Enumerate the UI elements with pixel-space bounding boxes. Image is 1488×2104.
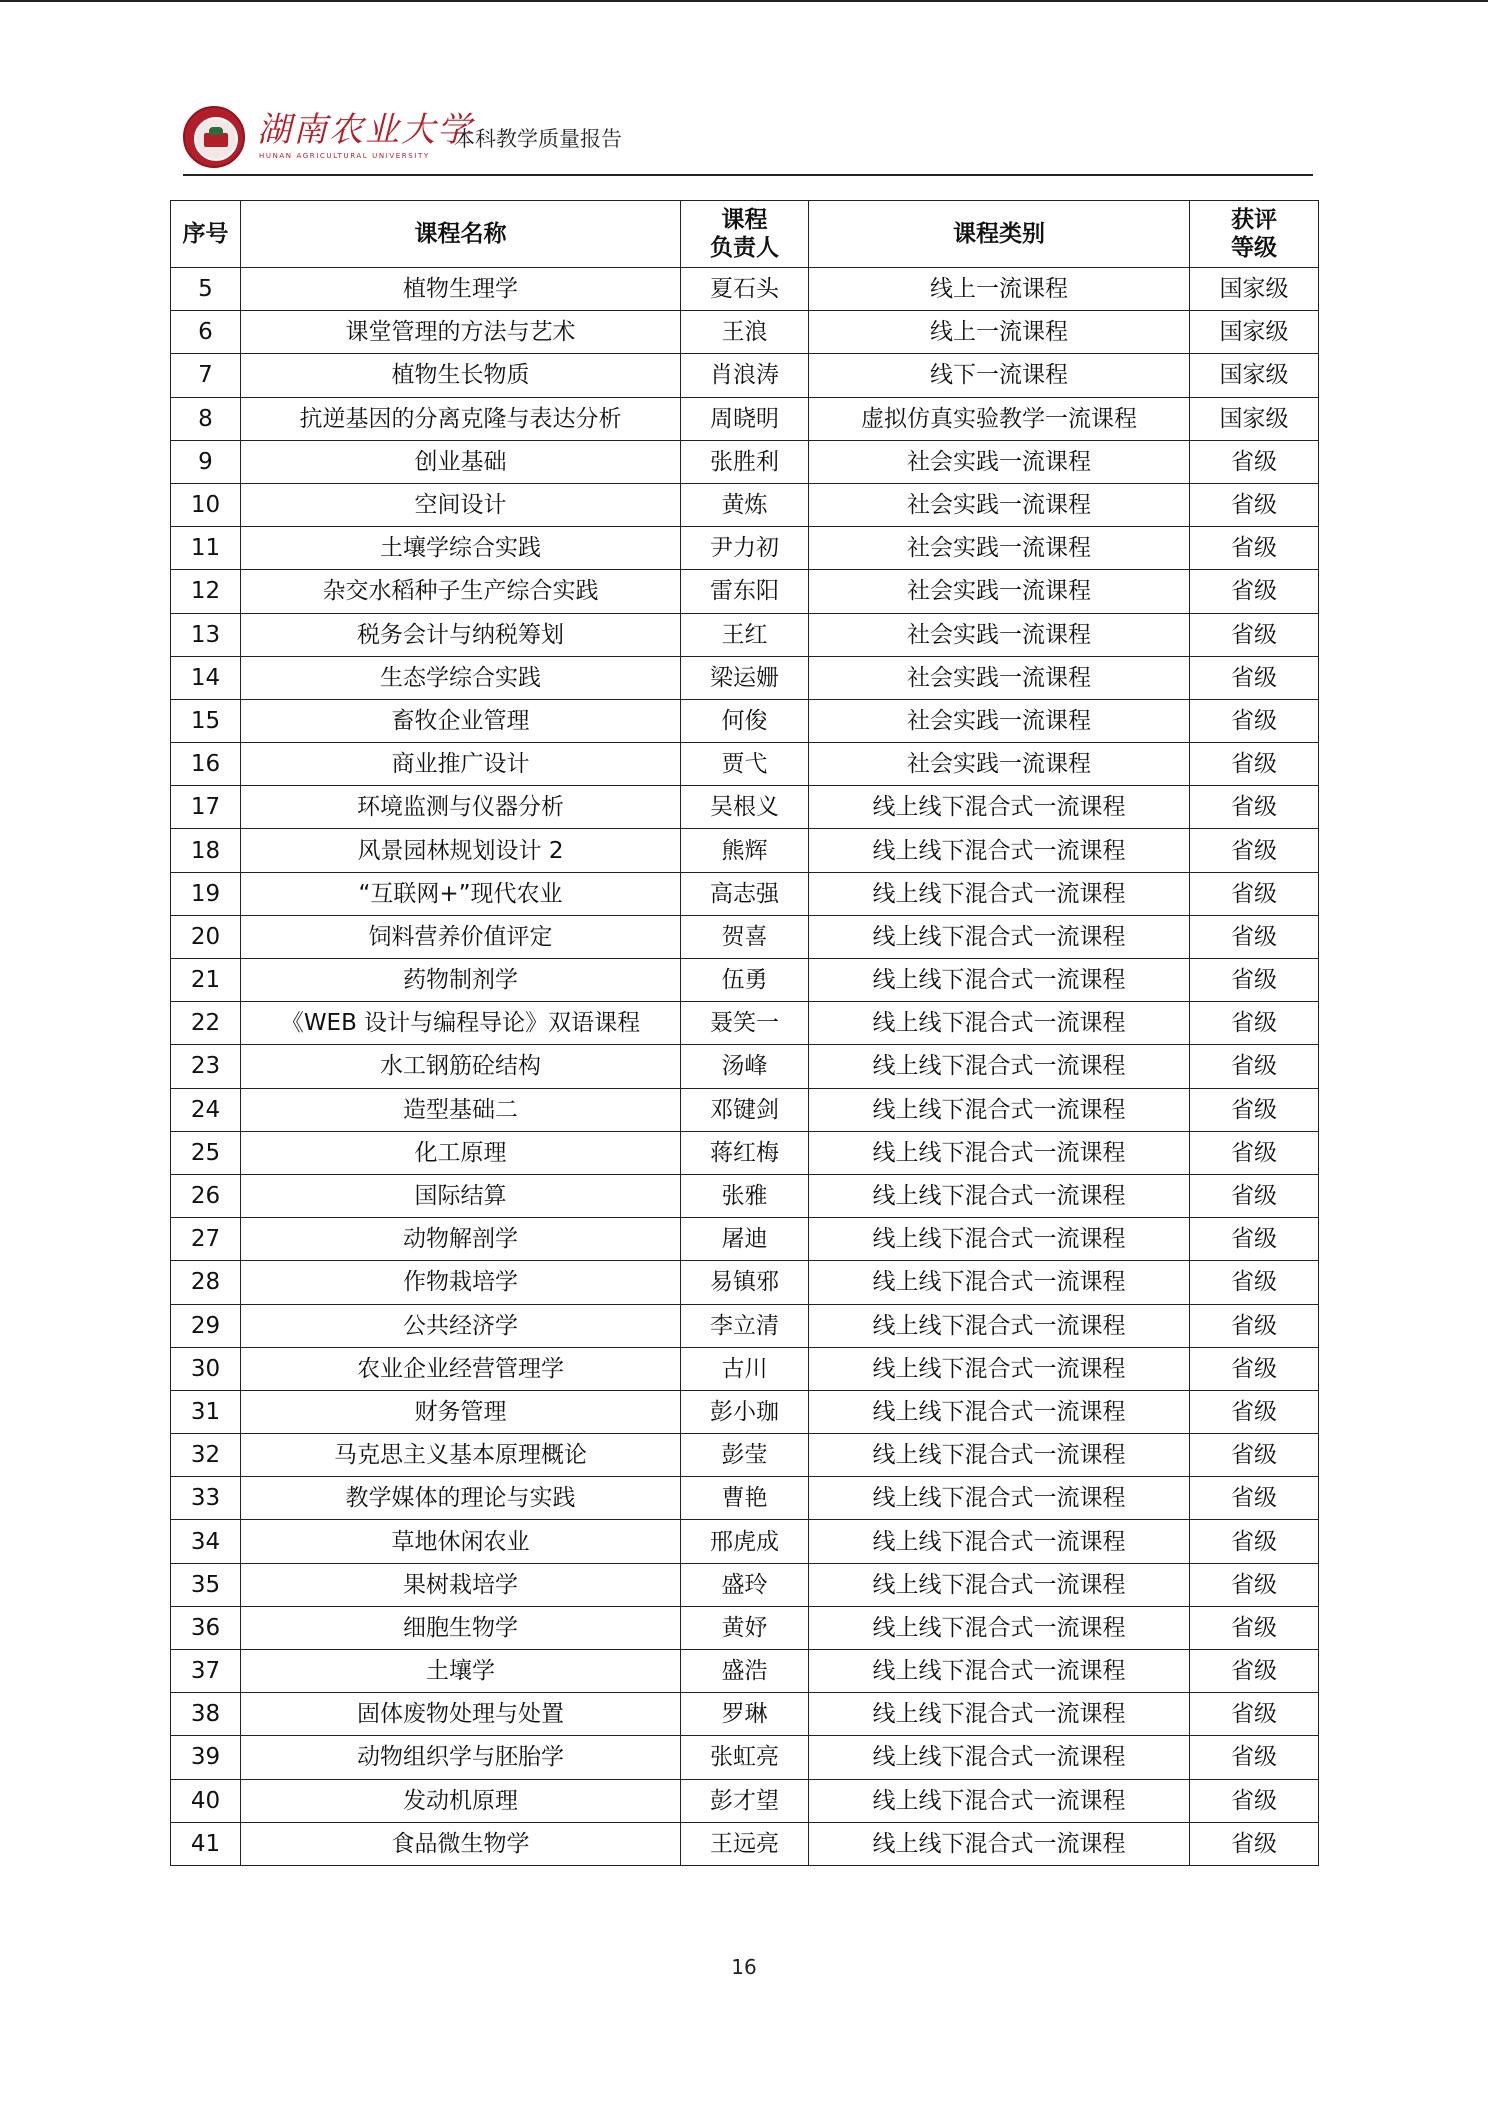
cell-lead: 盛玲 — [681, 1563, 809, 1606]
cell-name: 畜牧企业管理 — [241, 699, 681, 742]
cell-lead: 易镇邪 — [681, 1261, 809, 1304]
cell-level: 省级 — [1190, 786, 1319, 829]
cell-lead: 梁运姗 — [681, 656, 809, 699]
column-header-level-line2: 等级 — [1231, 235, 1277, 261]
table-row — [171, 872, 1319, 915]
cell-no: 14 — [171, 656, 241, 699]
table-row — [171, 1563, 1319, 1606]
cell-no: 41 — [171, 1822, 241, 1865]
cell-lead: 王远亮 — [681, 1822, 809, 1865]
cell-level: 省级 — [1190, 1390, 1319, 1433]
cell-level: 省级 — [1190, 1779, 1319, 1822]
cell-name: “互联网+”现代农业 — [241, 872, 681, 915]
cell-name: 杂交水稻种子生产综合实践 — [241, 570, 681, 613]
cell-type: 线上线下混合式一流课程 — [809, 915, 1190, 958]
cell-type: 线上线下混合式一流课程 — [809, 1434, 1190, 1477]
cell-no: 8 — [171, 397, 241, 440]
column-header-lead-line1: 课程 — [721, 207, 768, 233]
cell-type: 线上线下混合式一流课程 — [809, 1390, 1190, 1433]
page-header — [183, 104, 1313, 176]
cell-no: 10 — [171, 483, 241, 526]
cell-lead: 彭莹 — [681, 1434, 809, 1477]
table-header-row — [171, 201, 1319, 268]
cell-type: 线上线下混合式一流课程 — [809, 829, 1190, 872]
cell-type: 社会实践一流课程 — [809, 527, 1190, 570]
table-row — [171, 1174, 1319, 1217]
cell-name: 风景园林规划设计 2 — [241, 829, 681, 872]
cell-type: 线上线下混合式一流课程 — [809, 1045, 1190, 1088]
cell-level: 省级 — [1190, 1174, 1319, 1217]
table-row — [171, 1650, 1319, 1693]
cell-lead: 夏石头 — [681, 268, 809, 311]
cell-name: 草地休闲农业 — [241, 1520, 681, 1563]
cell-name: 土壤学综合实践 — [241, 527, 681, 570]
table-row — [171, 1045, 1319, 1088]
table-row — [171, 1736, 1319, 1779]
cell-level: 省级 — [1190, 1347, 1319, 1390]
cell-level: 省级 — [1190, 1434, 1319, 1477]
cell-level: 省级 — [1190, 1218, 1319, 1261]
cell-level: 国家级 — [1190, 268, 1319, 311]
cell-no: 36 — [171, 1606, 241, 1649]
cell-level: 省级 — [1190, 1002, 1319, 1045]
cell-level: 省级 — [1190, 1088, 1319, 1131]
cell-type: 线下一流课程 — [809, 354, 1190, 397]
table-row — [171, 527, 1319, 570]
cell-type: 社会实践一流课程 — [809, 483, 1190, 526]
cell-level: 省级 — [1190, 1563, 1319, 1606]
cell-type: 线上线下混合式一流课程 — [809, 1088, 1190, 1131]
cell-lead: 罗琳 — [681, 1693, 809, 1736]
cell-level: 国家级 — [1190, 311, 1319, 354]
cell-lead: 张雅 — [681, 1174, 809, 1217]
cell-name: 财务管理 — [241, 1390, 681, 1433]
cell-no: 15 — [171, 699, 241, 742]
cell-level: 省级 — [1190, 1693, 1319, 1736]
cell-level: 省级 — [1190, 570, 1319, 613]
cell-name: 细胞生物学 — [241, 1606, 681, 1649]
cell-level: 省级 — [1190, 872, 1319, 915]
table-row — [171, 1088, 1319, 1131]
cell-level: 省级 — [1190, 915, 1319, 958]
cell-lead: 古川 — [681, 1347, 809, 1390]
cell-lead: 邢虎成 — [681, 1520, 809, 1563]
cell-type: 线上一流课程 — [809, 268, 1190, 311]
column-header-type: 课程类别 — [809, 201, 1190, 268]
university-seal-logo — [183, 106, 245, 168]
cell-lead: 王红 — [681, 613, 809, 656]
cell-type: 虚拟仿真实验教学一流课程 — [809, 397, 1190, 440]
cell-name: 发动机原理 — [241, 1779, 681, 1822]
table-row — [171, 1261, 1319, 1304]
cell-name: 食品微生物学 — [241, 1822, 681, 1865]
cell-level: 省级 — [1190, 1822, 1319, 1865]
cell-name: 生态学综合实践 — [241, 656, 681, 699]
course-table — [170, 200, 1319, 1866]
cell-no: 12 — [171, 570, 241, 613]
cell-level: 省级 — [1190, 829, 1319, 872]
page-top-edge — [0, 0, 1488, 2]
cell-no: 21 — [171, 959, 241, 1002]
cell-no: 39 — [171, 1736, 241, 1779]
cell-lead: 聂笑一 — [681, 1002, 809, 1045]
table-row — [171, 483, 1319, 526]
cell-type: 线上线下混合式一流课程 — [809, 1347, 1190, 1390]
table-body — [171, 268, 1319, 1866]
cell-level: 国家级 — [1190, 354, 1319, 397]
cell-no: 32 — [171, 1434, 241, 1477]
cell-lead: 邓键剑 — [681, 1088, 809, 1131]
table-row — [171, 1606, 1319, 1649]
cell-no: 31 — [171, 1390, 241, 1433]
cell-name: 植物生长物质 — [241, 354, 681, 397]
table-row — [171, 915, 1319, 958]
cell-type: 线上线下混合式一流课程 — [809, 1174, 1190, 1217]
cell-type: 线上线下混合式一流课程 — [809, 1131, 1190, 1174]
cell-name: 药物制剂学 — [241, 959, 681, 1002]
cell-no: 38 — [171, 1693, 241, 1736]
page-number: 16 — [731, 1955, 757, 1979]
cell-name: 动物解剖学 — [241, 1218, 681, 1261]
cell-no: 33 — [171, 1477, 241, 1520]
cell-level: 省级 — [1190, 1650, 1319, 1693]
cell-type: 线上线下混合式一流课程 — [809, 1822, 1190, 1865]
cell-lead: 肖浪涛 — [681, 354, 809, 397]
cell-no: 35 — [171, 1563, 241, 1606]
cell-level: 省级 — [1190, 1261, 1319, 1304]
cell-type: 线上线下混合式一流课程 — [809, 959, 1190, 1002]
cell-name: 创业基础 — [241, 440, 681, 483]
cell-lead: 黄妤 — [681, 1606, 809, 1649]
cell-name: 商业推广设计 — [241, 743, 681, 786]
cell-level: 省级 — [1190, 1045, 1319, 1088]
table-row — [171, 1347, 1319, 1390]
cell-lead: 吴根义 — [681, 786, 809, 829]
cell-name: 空间设计 — [241, 483, 681, 526]
cell-name: 农业企业经营管理学 — [241, 1347, 681, 1390]
table-row — [171, 354, 1319, 397]
cell-name: 水工钢筋砼结构 — [241, 1045, 681, 1088]
cell-no: 30 — [171, 1347, 241, 1390]
cell-type: 线上线下混合式一流课程 — [809, 1218, 1190, 1261]
cell-lead: 尹力初 — [681, 527, 809, 570]
cell-no: 25 — [171, 1131, 241, 1174]
cell-lead: 彭才望 — [681, 1779, 809, 1822]
cell-no: 11 — [171, 527, 241, 570]
cell-no: 28 — [171, 1261, 241, 1304]
cell-lead: 王浪 — [681, 311, 809, 354]
table-row — [171, 1131, 1319, 1174]
column-header-level-line1: 获评 — [1231, 207, 1277, 233]
cell-level: 省级 — [1190, 1477, 1319, 1520]
cell-level: 省级 — [1190, 743, 1319, 786]
cell-lead: 贾弋 — [681, 743, 809, 786]
cell-type: 线上线下混合式一流课程 — [809, 1261, 1190, 1304]
cell-type: 社会实践一流课程 — [809, 440, 1190, 483]
cell-lead: 屠迪 — [681, 1218, 809, 1261]
cell-no: 17 — [171, 786, 241, 829]
cell-no: 37 — [171, 1650, 241, 1693]
cell-lead: 贺喜 — [681, 915, 809, 958]
cell-name: 课堂管理的方法与艺术 — [241, 311, 681, 354]
table-row — [171, 1822, 1319, 1865]
university-logo-text: 湖南农业大学 — [257, 110, 473, 150]
cell-type: 社会实践一流课程 — [809, 743, 1190, 786]
cell-level: 省级 — [1190, 1736, 1319, 1779]
table-row — [171, 1390, 1319, 1433]
table-row — [171, 1477, 1319, 1520]
cell-name: 动物组织学与胚胎学 — [241, 1736, 681, 1779]
cell-no: 5 — [171, 268, 241, 311]
cell-no: 27 — [171, 1218, 241, 1261]
cell-lead: 曹艳 — [681, 1477, 809, 1520]
table-row — [171, 570, 1319, 613]
column-header-no: 序号 — [171, 201, 241, 268]
cell-type: 线上线下混合式一流课程 — [809, 1304, 1190, 1347]
cell-name: 《WEB 设计与编程导论》双语课程 — [241, 1002, 681, 1045]
cell-name: 饲料营养价值评定 — [241, 915, 681, 958]
cell-no: 13 — [171, 613, 241, 656]
cell-name: 果树栽培学 — [241, 1563, 681, 1606]
cell-no: 29 — [171, 1304, 241, 1347]
table-row — [171, 1304, 1319, 1347]
table-row — [171, 613, 1319, 656]
report-title: 本科教学质量报告 — [454, 127, 622, 151]
table-row — [171, 1520, 1319, 1563]
cell-type: 社会实践一流课程 — [809, 656, 1190, 699]
cell-name: 国际结算 — [241, 1174, 681, 1217]
cell-type: 线上线下混合式一流课程 — [809, 786, 1190, 829]
cell-no: 34 — [171, 1520, 241, 1563]
cell-lead: 彭小珈 — [681, 1390, 809, 1433]
university-logo-subtext: HUNAN AGRICULTURAL UNIVERSITY — [259, 152, 430, 160]
table-row — [171, 397, 1319, 440]
column-header-name: 课程名称 — [241, 201, 681, 268]
cell-lead: 何俊 — [681, 699, 809, 742]
cell-lead: 张虹亮 — [681, 1736, 809, 1779]
column-header-lead-line2: 负责人 — [710, 235, 779, 261]
cell-type: 社会实践一流课程 — [809, 613, 1190, 656]
cell-type: 社会实践一流课程 — [809, 699, 1190, 742]
cell-type: 线上线下混合式一流课程 — [809, 872, 1190, 915]
cell-lead: 盛浩 — [681, 1650, 809, 1693]
cell-level: 省级 — [1190, 1606, 1319, 1649]
cell-name: 固体废物处理与处置 — [241, 1693, 681, 1736]
cell-type: 线上线下混合式一流课程 — [809, 1520, 1190, 1563]
cell-type: 线上线下混合式一流课程 — [809, 1477, 1190, 1520]
cell-level: 省级 — [1190, 656, 1319, 699]
table-row — [171, 1002, 1319, 1045]
cell-level: 省级 — [1190, 1520, 1319, 1563]
cell-type: 线上线下混合式一流课程 — [809, 1693, 1190, 1736]
table-row — [171, 1434, 1319, 1477]
cell-type: 线上线下混合式一流课程 — [809, 1650, 1190, 1693]
cell-name: 植物生理学 — [241, 268, 681, 311]
cell-level: 省级 — [1190, 483, 1319, 526]
cell-name: 抗逆基因的分离克隆与表达分析 — [241, 397, 681, 440]
cell-level: 省级 — [1190, 440, 1319, 483]
cell-no: 7 — [171, 354, 241, 397]
table-row — [171, 1693, 1319, 1736]
cell-level: 省级 — [1190, 527, 1319, 570]
cell-name: 土壤学 — [241, 1650, 681, 1693]
cell-name: 化工原理 — [241, 1131, 681, 1174]
cell-level: 省级 — [1190, 613, 1319, 656]
cell-type: 线上线下混合式一流课程 — [809, 1002, 1190, 1045]
cell-type: 线上线下混合式一流课程 — [809, 1563, 1190, 1606]
table-row — [171, 440, 1319, 483]
cell-name: 税务会计与纳税筹划 — [241, 613, 681, 656]
cell-type: 社会实践一流课程 — [809, 570, 1190, 613]
cell-lead: 李立清 — [681, 1304, 809, 1347]
table-row — [171, 959, 1319, 1002]
table-row — [171, 743, 1319, 786]
column-header-lead — [681, 201, 809, 268]
cell-level: 省级 — [1190, 699, 1319, 742]
cell-lead: 周晓明 — [681, 397, 809, 440]
table-row — [171, 1779, 1319, 1822]
table-row — [171, 311, 1319, 354]
cell-no: 16 — [171, 743, 241, 786]
cell-lead: 黄炼 — [681, 483, 809, 526]
cell-lead: 雷东阳 — [681, 570, 809, 613]
header-divider — [183, 174, 1313, 176]
cell-no: 23 — [171, 1045, 241, 1088]
table-row — [171, 1218, 1319, 1261]
table-row — [171, 786, 1319, 829]
cell-no: 6 — [171, 311, 241, 354]
cell-no: 20 — [171, 915, 241, 958]
table-row — [171, 829, 1319, 872]
cell-type: 线上线下混合式一流课程 — [809, 1779, 1190, 1822]
cell-lead: 高志强 — [681, 872, 809, 915]
cell-no: 40 — [171, 1779, 241, 1822]
cell-no: 22 — [171, 1002, 241, 1045]
cell-name: 环境监测与仪器分析 — [241, 786, 681, 829]
cell-lead: 蒋红梅 — [681, 1131, 809, 1174]
cell-level: 省级 — [1190, 1131, 1319, 1174]
cell-type: 线上线下混合式一流课程 — [809, 1606, 1190, 1649]
table-row — [171, 656, 1319, 699]
cell-no: 26 — [171, 1174, 241, 1217]
cell-no: 24 — [171, 1088, 241, 1131]
cell-level: 省级 — [1190, 1304, 1319, 1347]
cell-no: 9 — [171, 440, 241, 483]
cell-name: 公共经济学 — [241, 1304, 681, 1347]
cell-no: 19 — [171, 872, 241, 915]
cell-name: 作物栽培学 — [241, 1261, 681, 1304]
cell-type: 线上线下混合式一流课程 — [809, 1736, 1190, 1779]
cell-lead: 张胜利 — [681, 440, 809, 483]
table-row — [171, 699, 1319, 742]
cell-type: 线上一流课程 — [809, 311, 1190, 354]
cell-lead: 熊辉 — [681, 829, 809, 872]
cell-name: 马克思主义基本原理概论 — [241, 1434, 681, 1477]
cell-no: 18 — [171, 829, 241, 872]
cell-lead: 汤峰 — [681, 1045, 809, 1088]
table-row — [171, 268, 1319, 311]
cell-level: 国家级 — [1190, 397, 1319, 440]
cell-level: 省级 — [1190, 959, 1319, 1002]
cell-name: 教学媒体的理论与实践 — [241, 1477, 681, 1520]
column-header-level — [1190, 201, 1319, 268]
cell-name: 造型基础二 — [241, 1088, 681, 1131]
cell-lead: 伍勇 — [681, 959, 809, 1002]
